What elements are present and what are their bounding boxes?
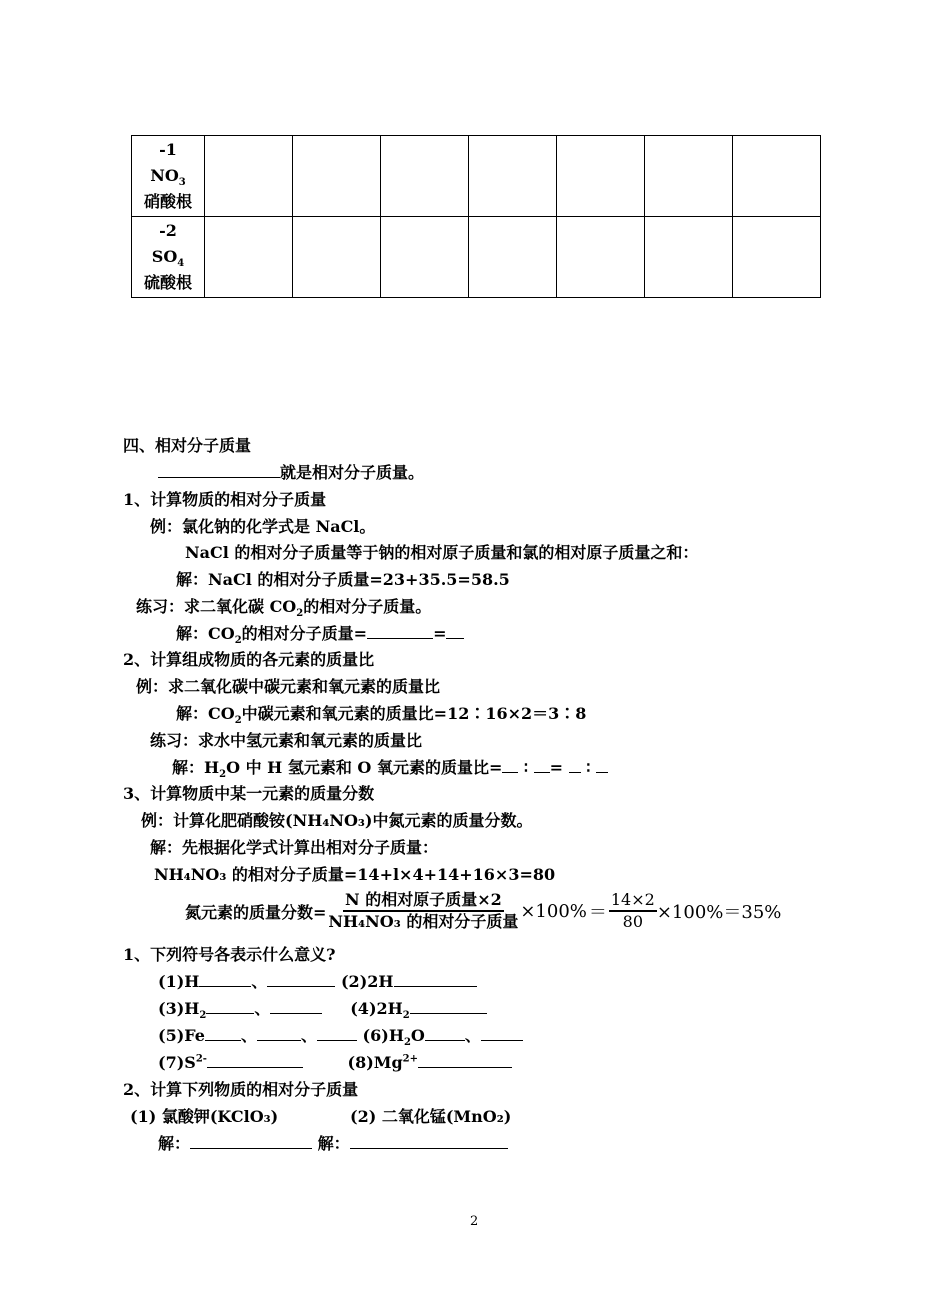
times-label: ×100% xyxy=(520,900,587,922)
answer-line: 解：$CO_2$的相对分子质量= = xyxy=(176,624,464,644)
section-title: 四、相对分子质量 xyxy=(123,436,252,455)
question-line: $(7)S^{2-}$ $(8)Mg^{2+}$ xyxy=(158,1053,512,1073)
table-cell xyxy=(381,136,469,217)
question-line: $(3)H_2$ 、 $(4)2H_2$ xyxy=(158,999,487,1019)
question-line: (2) 二氧化锰(MnO₂) xyxy=(350,1107,512,1126)
table-cell xyxy=(205,217,293,298)
denominator: NH₄NO₃ 的相对分子质量 xyxy=(328,912,519,931)
question-line: (5)Fe 、 、 $(6)H_2O$ 、 xyxy=(158,1026,523,1046)
solution-line: 解：NaCl 的相对分子质量=23+35.5=58.5 xyxy=(176,570,510,589)
answer-blank[interactable] xyxy=(317,1026,357,1041)
row-header xyxy=(132,217,205,298)
table-cell xyxy=(733,217,821,298)
mass-fraction-formula xyxy=(185,890,781,932)
example-line: 例：氯化钠的化学式是 NaCl。 xyxy=(150,517,376,536)
table-cell xyxy=(381,217,469,298)
table-cell xyxy=(645,217,733,298)
answer-blank[interactable] xyxy=(158,463,280,478)
solution-line: 解：先根据化学式计算出相对分子质量： xyxy=(150,838,439,857)
answer-blank[interactable] xyxy=(394,972,477,987)
name-label: 硫酸根 xyxy=(143,273,192,292)
answer-blank[interactable] xyxy=(425,1026,465,1041)
solution-line: 解：$CO_2$中碳元素和氧元素的质量比=12∶16×2＝3∶8 xyxy=(176,704,587,727)
subsection-title: 2、计算组成物质的各元素的质量比 xyxy=(123,650,375,669)
calc-line: NH₄NO₃ 的相对分子质量=14+l×4+14+16×3=80 xyxy=(154,865,556,884)
answer-line: 解： 解： xyxy=(158,1134,508,1154)
answer-blank[interactable] xyxy=(205,1026,241,1041)
table-cell xyxy=(293,136,381,217)
table-row xyxy=(132,217,821,298)
subsection-title: 1、计算物质的相对分子质量 xyxy=(123,490,327,509)
exercise-line: 练习：求二氧化碳 $CO_2$的相对分子质量。 xyxy=(136,597,432,620)
table-cell xyxy=(557,136,645,217)
answer-blank[interactable] xyxy=(596,758,608,773)
answer-blank[interactable] xyxy=(418,1053,512,1068)
answer-blank[interactable] xyxy=(257,1026,301,1041)
answer-blank[interactable] xyxy=(199,972,251,987)
answer-blank[interactable] xyxy=(534,758,550,773)
table-cell xyxy=(557,217,645,298)
table-cell xyxy=(293,217,381,298)
answer-blank[interactable] xyxy=(190,1134,312,1149)
subsection-title: 3、计算物质中某一元素的质量分数 xyxy=(123,784,375,803)
row-header xyxy=(132,136,205,217)
table-cell xyxy=(469,217,557,298)
answer-blank[interactable] xyxy=(481,1026,523,1041)
page-number: 2 xyxy=(470,1214,479,1229)
question-title: 2、计算下列物质的相对分子质量 xyxy=(123,1080,359,1099)
explain-line: NaCl 的相对分子质量等于钠的相对原子质量和氯的相对原子质量之和： xyxy=(185,543,699,562)
example-line: 例：计算化肥硝酸铵(NH₄NO₃)中氮元素的质量分数。 xyxy=(141,811,533,830)
equals-sign: ＝ xyxy=(588,902,607,923)
answer-blank[interactable] xyxy=(267,972,335,987)
table-cell xyxy=(733,136,821,217)
fraction xyxy=(609,890,657,932)
answer-blank[interactable] xyxy=(446,624,464,639)
answer-blank[interactable] xyxy=(206,999,254,1014)
answer-blank[interactable] xyxy=(367,624,433,639)
valence-table xyxy=(131,135,821,298)
formula-label: 氮元素的质量分数= xyxy=(185,902,327,922)
example-line: 例：求二氧化碳中碳元素和氧元素的质量比 xyxy=(136,677,441,696)
formula-label: $SO_4$ xyxy=(151,247,185,270)
formula-label: $NO_3$ xyxy=(150,166,186,189)
question-title: 1、下列符号各表示什么意义? xyxy=(123,945,336,964)
table-row xyxy=(132,136,821,217)
answer-blank[interactable] xyxy=(350,1134,508,1149)
name-label: 硝酸根 xyxy=(143,192,192,211)
table-cell xyxy=(469,136,557,217)
answer-blank[interactable] xyxy=(410,999,487,1014)
question-line: (1) 氯酸钾(KClO₃) xyxy=(130,1107,279,1126)
charge-label: -2 xyxy=(159,221,177,240)
table-cell xyxy=(205,136,293,217)
numerator: N 的相对原子质量×2 xyxy=(343,890,504,912)
answer-blank[interactable] xyxy=(502,758,518,773)
denominator: 80 xyxy=(622,912,644,931)
answer-line: 解：$H_2O$ 中 H 氢元素和 O 氧元素的质量比= ∶ = ∶ xyxy=(172,758,608,778)
definition-line: 就是相对分子质量。 xyxy=(158,463,424,483)
fraction xyxy=(326,890,520,932)
result-label: ×100%＝35% xyxy=(656,902,782,923)
answer-blank[interactable] xyxy=(270,999,322,1014)
table-cell xyxy=(645,136,733,217)
answer-blank[interactable] xyxy=(207,1053,303,1068)
exercise-line: 练习：求水中氢元素和氧元素的质量比 xyxy=(150,731,423,750)
charge-label: -1 xyxy=(159,140,177,159)
question-line: (1)H 、 (2)2H xyxy=(158,972,477,992)
numerator: 14×2 xyxy=(609,890,657,912)
answer-blank[interactable] xyxy=(569,758,581,773)
